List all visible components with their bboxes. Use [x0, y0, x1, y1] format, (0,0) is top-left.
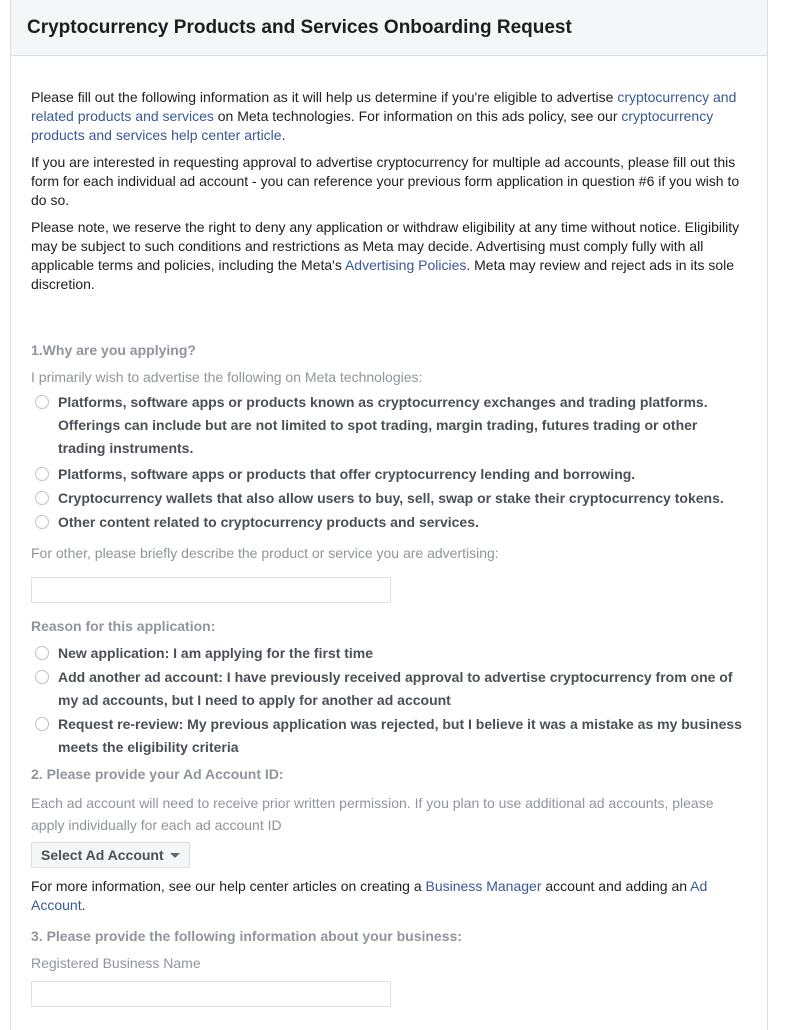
intro-text: on Meta technologies. For information on this ads policy, see our	[213, 108, 622, 124]
q2-title: 2. Please provide your Ad Account ID:	[31, 766, 284, 782]
reason-new-application[interactable]	[31, 644, 747, 665]
other-description-label: For other, please briefly describe the product or service you are advertising:	[31, 545, 499, 561]
radio-button[interactable]	[35, 491, 49, 505]
radio-button[interactable]	[35, 670, 49, 684]
radio-button[interactable]	[35, 515, 49, 529]
reason-add-ad-account[interactable]	[31, 668, 747, 712]
business-manager-link[interactable]: Business Manager	[425, 878, 542, 894]
other-description-input[interactable]	[31, 577, 391, 603]
option-wallets[interactable]	[31, 489, 747, 510]
option-label: Add another ad account: I have previously received approval to advertise cryptocurrency from one of my ad accounts, but I need to apply for another ad account	[58, 669, 733, 708]
q2-more-info	[31, 877, 747, 915]
option-label: New application: I am applying for the first time	[58, 645, 374, 661]
q1-title: 1.Why are you applying?	[31, 342, 196, 358]
form-header	[11, 0, 767, 56]
select-ad-account-label: Select Ad Account	[41, 846, 164, 863]
registered-business-name-label: Registered Business Name	[31, 955, 201, 971]
q1-subtitle: I primarily wish to advertise the following on Meta technologies:	[31, 369, 423, 385]
intro-text: . Meta may review and reject ads in its sole discretion.	[31, 257, 735, 292]
select-ad-account-dropdown[interactable]	[31, 842, 190, 868]
radio-button[interactable]	[35, 646, 49, 660]
more-info-text: .	[81, 897, 86, 913]
intro-paragraph-2: If you are interested in requesting approval to advertise cryptocurrency for multiple ad accounts, please fill out this form for each individual ad account - you can reference your previous form application in question #6 if you wish to do so.	[31, 154, 740, 208]
crypto-products-link[interactable]: cryptocurrency and related products and services	[31, 89, 737, 124]
option-label: Request re-review: My previous application was rejected, but I believe it was a mistake as my business meets the eligibility criteria	[58, 716, 742, 755]
radio-button[interactable]	[35, 717, 49, 731]
intro-text: .	[281, 127, 286, 143]
caret-down-icon	[170, 853, 180, 858]
option-label: Other content related to cryptocurrency products and services.	[58, 514, 479, 530]
form-body	[11, 56, 767, 1007]
ad-account-link[interactable]: Ad Account	[31, 878, 708, 913]
intro-paragraph-3	[31, 218, 747, 294]
registered-business-name-input[interactable]	[31, 981, 391, 1007]
advertising-policies-link[interactable]: Advertising Policies	[344, 257, 467, 273]
option-lending[interactable]	[31, 465, 747, 486]
reason-re-review[interactable]	[31, 715, 747, 759]
more-info-text: account and adding an	[541, 878, 691, 894]
option-exchanges[interactable]	[31, 393, 747, 460]
option-other[interactable]	[31, 513, 747, 534]
reason-title: Reason for this application:	[31, 618, 216, 634]
option-label: Platforms, software apps or products known as cryptocurrency exchanges and trading platforms. Offerings can include but are not limited to spot trading, margin trading, futures trading or other trading instruments.	[58, 394, 708, 456]
page-title: Cryptocurrency Products and Services Onboarding Request	[27, 16, 572, 38]
q2-description: Each ad account will need to receive prior written permission. If you plan to use additional ad accounts, please apply individually for each ad account ID	[31, 795, 714, 833]
intro-text: Please fill out the following information as it will help us determine if you're eligible to advertise	[31, 89, 618, 105]
option-label: Cryptocurrency wallets that also allow users to buy, sell, swap or stake their cryptocurrency tokens.	[58, 490, 724, 506]
q3-title: 3. Please provide the following information about your business:	[31, 928, 462, 944]
more-info-text: For more information, see our help center articles on creating a	[31, 878, 426, 894]
radio-button[interactable]	[35, 395, 49, 409]
help-center-article-link[interactable]: cryptocurrency products and services help center article	[31, 108, 714, 143]
onboarding-form-card	[10, 0, 768, 1030]
radio-button[interactable]	[35, 467, 49, 481]
intro-text: Please note, we reserve the right to deny any application or withdraw eligibility at any time without notice. Eligibility may be subject to such conditions and restrictions as Meta may decide. Advertising must comply fully with all applicable terms and policies, including the Meta's	[31, 219, 740, 273]
option-label: Platforms, software apps or products that offer cryptocurrency lending and borrowing.	[58, 466, 636, 482]
intro-paragraph-1	[31, 88, 747, 145]
